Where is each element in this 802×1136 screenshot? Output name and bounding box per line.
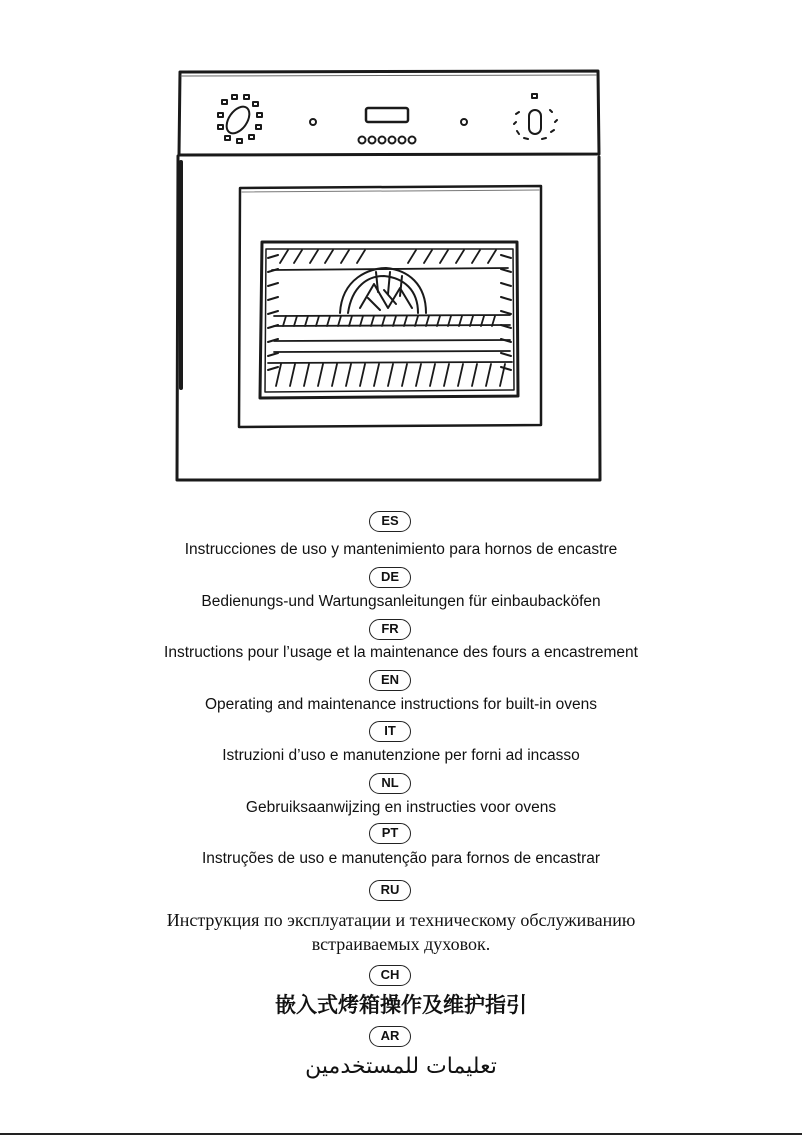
title-es: Instrucciones de uso y mantenimiento para hornos de encastre <box>184 541 618 558</box>
title-en: Operating and maintenance instructions for built-in ovens <box>204 696 598 713</box>
title-de: Bedienungs-und Wartungsanleitungen für einbaubacköfen <box>201 593 601 610</box>
lang-badge-en: EN <box>369 670 411 691</box>
lang-badge-de: DE <box>369 567 411 588</box>
indicator-light-right <box>461 119 467 125</box>
title-nl: Gebruiksaanwijzing en instructies voor ovens <box>245 799 557 816</box>
lang-badge-ch: CH <box>369 965 411 986</box>
display-icon <box>366 108 408 122</box>
title-ar: تعليمات للمستخدمين <box>305 1054 497 1079</box>
button-row-icon <box>359 137 416 144</box>
title-pt: Instruções de uso e manutenção para fornos de encastrar <box>201 850 601 867</box>
indicator-light-left <box>310 119 316 125</box>
lang-badge-es: ES <box>369 511 411 532</box>
lang-badge-fr: FR <box>369 619 411 640</box>
title-it: Istruzioni d’uso e manutenzione per forni ad incasso <box>222 747 580 764</box>
title-ch: 嵌入式烤箱操作及维护指引 <box>275 993 527 1017</box>
lang-badge-it: IT <box>369 721 411 742</box>
lang-badge-ar: AR <box>369 1026 411 1047</box>
right-knob-icon <box>514 94 557 139</box>
lang-badge-pt: PT <box>369 823 411 844</box>
title-ru-line2: встраиваемых духовок. <box>311 934 491 954</box>
bottom-divider <box>0 1133 802 1135</box>
left-knob-icon <box>218 95 262 143</box>
title-fr: Instructions pour l’usage et la maintenance des fours a encastrement <box>164 644 638 661</box>
title-ru-line1: Инструкция по эксплуатации и техническому обслуживанию <box>166 910 636 930</box>
lang-badge-nl: NL <box>369 773 411 794</box>
lang-badge-ru: RU <box>369 880 411 901</box>
oven-illustration <box>118 58 663 503</box>
